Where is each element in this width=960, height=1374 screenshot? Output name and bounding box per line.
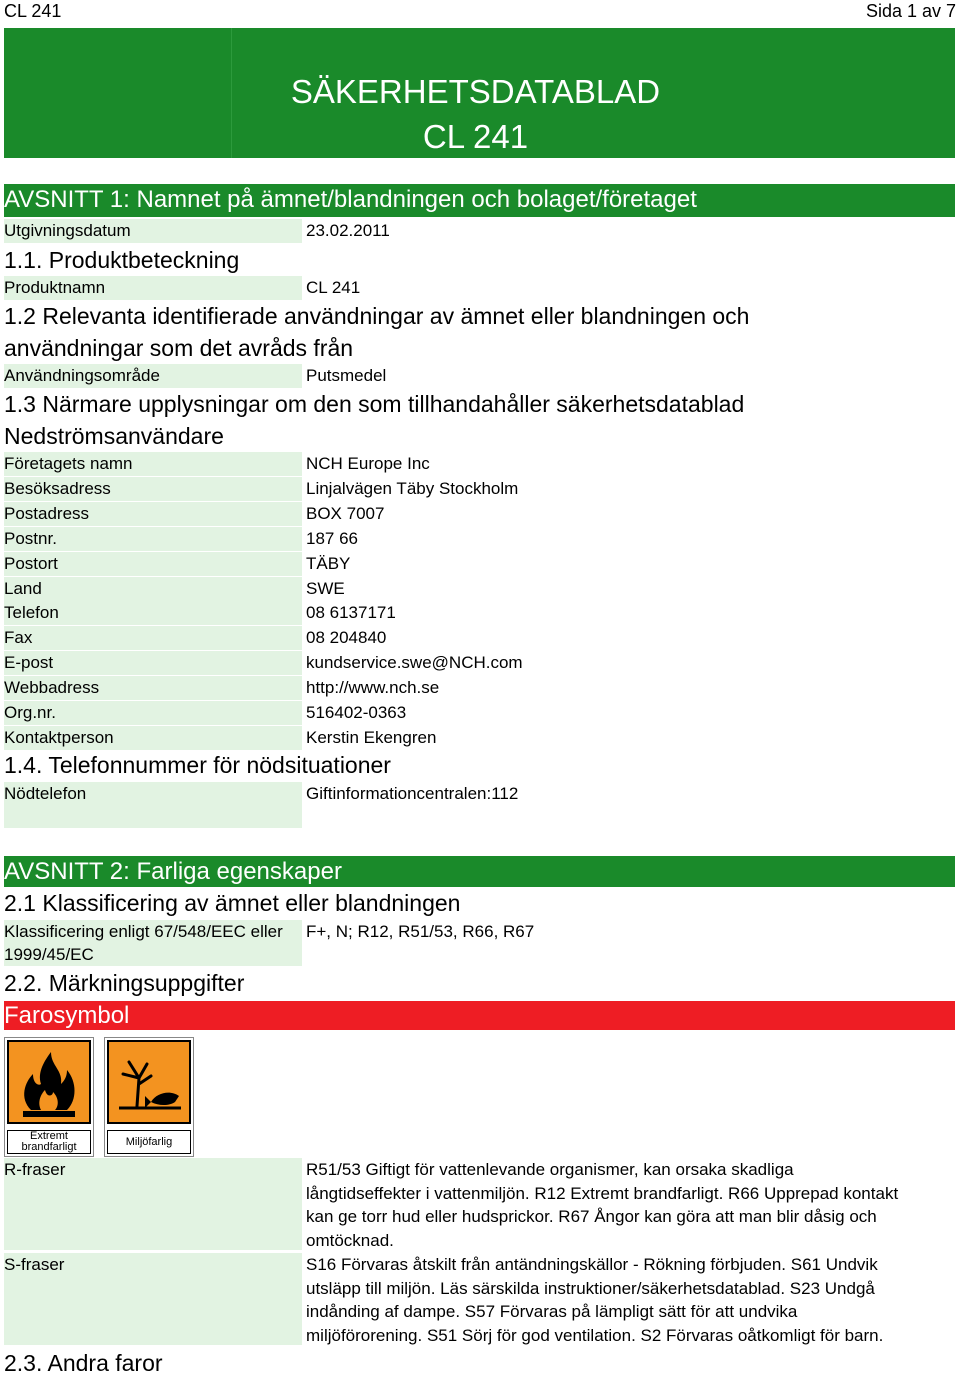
fax-value: 08 204840 [306,628,387,647]
heading-1-3: 1.3 Närmare upplysningar om den som tillhandahåller säkerhetsdatablad [4,391,745,417]
contact-person-value: Kerstin Ekengren [306,728,437,747]
classification-value: F+, N; R12, R51/53, R66, R67 [306,922,535,941]
section-1-heading: AVSNITT 1: Namnet på ämnet/blandningen och bolaget/företaget [4,184,955,217]
contact-person-label: Kontaktperson [4,726,302,750]
r-phrases-line: långtidseffekter i vattenmiljön. R12 Extremt brandfarligt. R66 Upprepad kontakt [306,1183,899,1203]
emergency-phone-value: Giftinformationcentralen:112 [306,784,519,803]
s-phrases-text [306,1253,926,1347]
classification-label [4,920,302,966]
postal-code-value: 187 66 [306,529,358,548]
fax-label: Fax [4,626,302,650]
environment-icon [111,1044,187,1120]
product-name-label: Produktnamn [4,276,302,300]
s-phrases-label: S-fraser [4,1253,302,1345]
postal-address-value: BOX 7007 [306,504,385,523]
heading-downstream-user: Nedströmsanvändare [4,423,224,449]
flame-caption [7,1130,91,1154]
heading-2-1: 2.1 Klassificering av ämnet eller blandningen [4,890,461,916]
flame-icon [11,1044,87,1120]
heading-1-1: 1.1. Produktbeteckning [4,247,240,273]
country-value: SWE [306,579,345,598]
country-label: Land [4,577,302,601]
flame-pictogram [4,1037,94,1157]
r-phrases-label: R-fraser [4,1158,302,1250]
emergency-phone-label: Nödtelefon [4,782,302,828]
section-2-heading: AVSNITT 2: Farliga egenskaper [4,856,955,887]
s-phrases-line: indånding af dampe. S57 Förvaras på lämpligt sätt för att undvika [306,1302,798,1321]
hazard-symbol-heading: Farosymbol [4,1001,955,1030]
r-phrases-line: omtöcknad. [306,1230,394,1250]
org-number-value: 516402-0363 [306,703,407,722]
heading-1-4: 1.4. Telefonnummer för nödsituationer [4,752,391,778]
s-phrases-line: S16 Förvaras åtskilt från antändningskällor - Rökning förbjuden. S61 Undvik [306,1255,878,1274]
r-phrases-line: R51/53 Giftigt för vattenlevande organismer, kan orsaka skadliga [306,1160,794,1179]
flame-caption-line1: Extremt [30,1130,68,1142]
heading-1-2-line2: användningar som det avråds från [4,335,354,361]
document-title: SÄKERHETSDATABLAD [290,73,661,110]
postal-town-value: TÄBY [306,554,351,573]
environment-caption-line1: Miljöfarlig [125,1135,173,1148]
page-number: Sida 1 av 7 [865,1,956,21]
issue-date-value: 23.02.2011 [306,221,390,240]
issue-date-label: Utgivningsdatum [4,219,302,243]
flame-caption-line2: brandfarligt [21,1141,77,1153]
environment-pictogram [104,1037,194,1157]
email-value[interactable]: kundservice.swe@NCH.com [306,653,523,672]
use-area-label: Användningsområde [4,364,302,388]
org-number-label: Org.nr. [4,701,302,725]
classification-label-line1: Klassificering enligt 67/548/EEC eller [4,922,283,941]
phone-value: 08 6137171 [306,603,396,622]
phone-label: Telefon [4,601,302,625]
use-area-value: Putsmedel [306,366,387,385]
heading-2-3: 2.3. Andra faror [4,1350,163,1374]
visit-address-label: Besöksadress [4,477,302,501]
environment-caption [107,1130,191,1154]
header-code: CL 241 [4,1,62,21]
r-phrases-line: kan ge torr hud eller hudsprickor. R67 Ångor kan göra att man blir dåsig och [306,1207,877,1226]
website-label: Webbadress [4,676,302,700]
postal-code-label: Postnr. [4,527,302,551]
visit-address-value: Linjalvägen Täby Stockholm [306,479,519,498]
email-label: E-post [4,651,302,675]
s-phrases-line: miljöförorening. S51 Sörj för god ventilation. S2 Förvaras oåtkomligt för barn. [306,1325,884,1345]
heading-1-2-line1: 1.2 Relevanta identifierade användningar av ämnet eller blandningen och [4,303,750,329]
product-name-value: CL 241 [306,278,361,297]
company-name-label: Företagets namn [4,452,302,476]
company-name-value: NCH Europe Inc [306,454,430,473]
website-value[interactable]: http://www.nch.se [306,678,440,697]
postal-address-label: Postadress [4,502,302,526]
document-subtitle: CL 241 [422,118,529,155]
postal-town-label: Postort [4,552,302,576]
heading-2-2: 2.2. Märkningsuppgifter [4,970,245,996]
s-phrases-line: utsläpp till miljön. Läs särskilda instruktioner/säkerhetsdatablad. S23 Undgå [306,1278,875,1298]
classification-label-line2: 1999/45/EC [4,945,94,964]
r-phrases-text [306,1158,926,1252]
